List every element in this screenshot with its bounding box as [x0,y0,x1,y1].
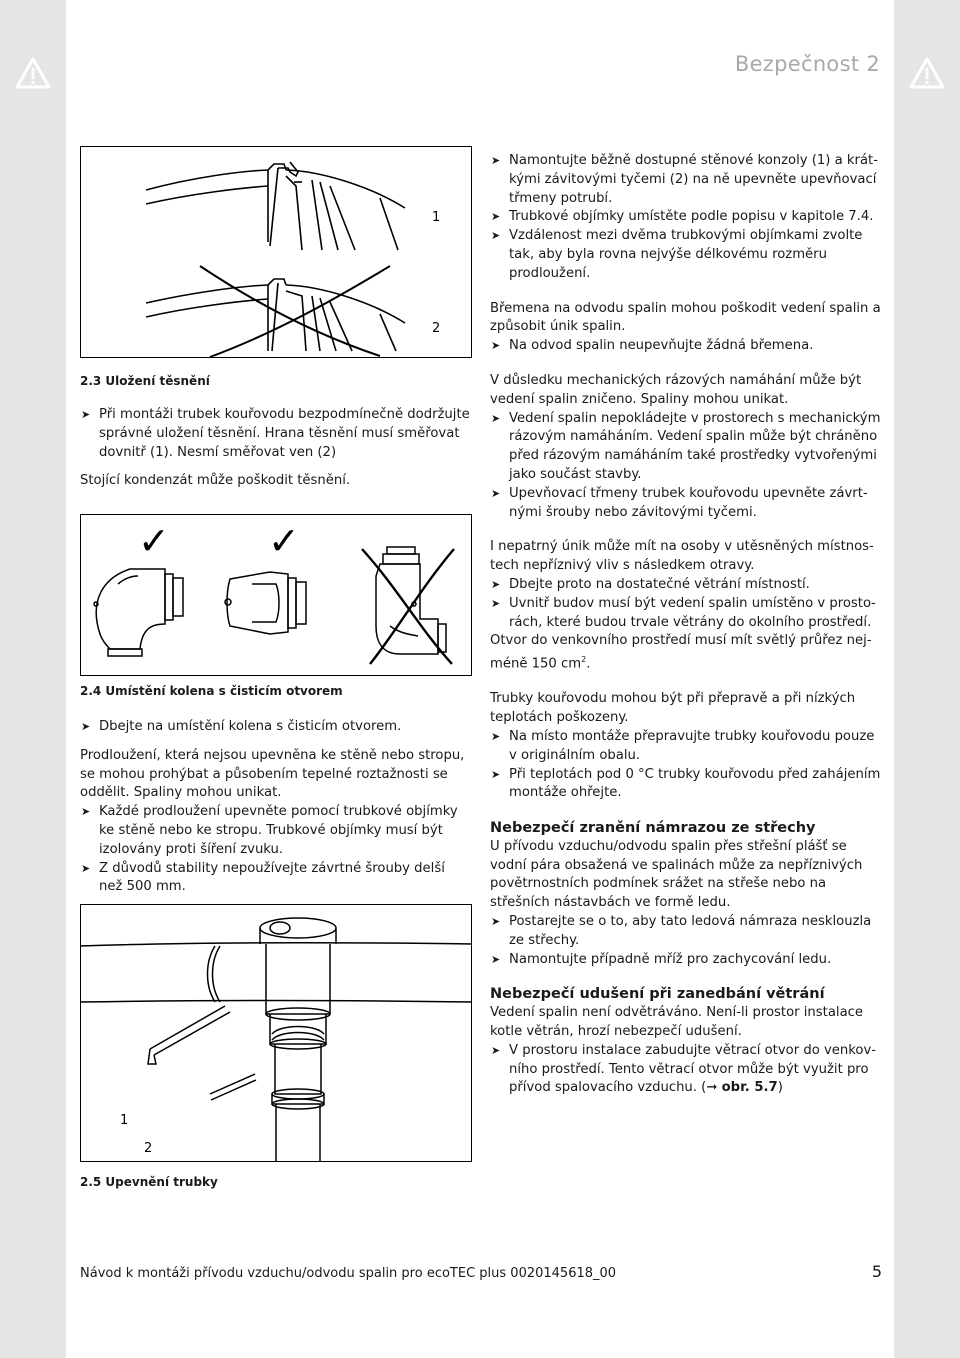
bullet: ➤ Na místo montáže přepravujte trubky kouřovodu pouze v originálním obalu. [490,728,884,766]
paragraph: V důsledku mechanických rázových namáhání může být vedení spalin zničeno. Spaliny mohou unikat. [490,372,862,407]
warning-triangle-icon [14,56,52,90]
bullet: ➤ Trubkové objímky umístěte podle popisu v kapitole 7.4. [490,208,884,227]
figure-label-2: 2 [432,321,441,336]
bullet: ➤ Z důvodů stability nepoužívejte závrtné šrouby delší než 500 mm. [80,860,472,898]
figure-caption-2-3: 2.3 Uložení těsnění [80,374,210,388]
page-header-title: Bezpečnost 2 [734,52,880,76]
figure-caption-2-4: 2.4 Umístění kolena s čisticím otvorem [80,684,343,698]
bullet: ➤ Namontujte případně mříž pro zachycování ledu. [490,951,884,970]
page-number: 5 [871,1262,882,1281]
figure-caption-2-5: 2.5 Upevnění trubky [80,1175,218,1189]
footer-text: Návod k montáži přívodu vzduchu/odvodu spalin pro ecoTEC plus 0020145618_00 [80,1266,617,1281]
bullet: ➤ Každé prodloužení upevněte pomocí trubkové objímky ke stěně nebo ke stropu. Trubkové objímky musí být izolovány proti šíření zvuku. [80,803,472,859]
bullet: ➤ Vzdálenost mezi dvěma trubkovými objímkami zvolte tak, aby byla rovna nejvýše délkovému rozměru prodloužení. [490,227,884,283]
bullet: ➤ Upevňovací třmeny trubek kouřovodu upevněte závrtnými šrouby nebo závitovými tyčemi. [490,485,884,523]
paragraph: I nepatrný únik může mít na osoby v utěsněných místnostech nepříznivý vliv s následkem otravy. [490,539,874,574]
paragraph: Otvor do venkovního prostředí musí mít světlý průřez nejméně 150 $cm^2$. [490,633,872,672]
bullet: ➤ Dbejte na umístění kolena s čisticím otvorem. [80,718,472,737]
bullet: ➤ Na odvod spalin neupevňujte žádná břemena. [490,337,884,356]
section-heading: Nebezpečí zranění námrazou ze střechy [490,820,816,837]
section-heading: Nebezpečí udušení při zanedbání větrání [490,986,825,1003]
bullet: ➤ Namontujte běžně dostupné stěnové konzoly (1) a krátkými závitovými tyčemi (2) na ně upevněte upevňovací třmeny potrubí. [490,152,884,208]
right-margin-bar [894,0,960,1358]
right-column-top [490,152,884,1098]
paragraph: Trubky kouřovodu mohou být při přepravě a při nízkých teplotách poškozeny. [490,691,856,726]
bullet: ➤ Dbejte proto na dostatečné větrání místností. [490,576,884,595]
check-icon: ✓ [138,519,170,563]
warning-triangle-icon [908,56,946,90]
figure-label-2: 2 [144,1141,153,1156]
check-icon: ✓ [268,519,300,563]
section-2-3-body [80,406,472,491]
bullet: ➤ Postarejte se o to, aby tato ledová námraza nesklouzla ze střechy. [490,913,884,951]
figure-label-1: 1 [432,210,441,225]
paragraph: Prodloužení, která nejsou upevněna ke stěně nebo stropu, se mohou prohýbat a působením tepelné roztažnosti se oddělit. Spaliny mohou unikat. [80,747,465,801]
section-2-4-body [80,718,472,897]
bullet: ➤ Uvnitř budov musí být vedení spalin umístěno v prostorách, které budou trvale větrány do okolního prostředí. [490,595,884,633]
paragraph: U přívodu vzduchu/odvodu spalin přes střešní plášť se vodní pára obsažená ve spalinách může za nepříznivých povětrnostních podmínek srážet na střeše nebo na střešních nástavbách ve formě ledu. [490,838,863,911]
figure-label-1: 1 [120,1113,129,1128]
left-margin-bar [0,0,66,1358]
paragraph: Vedení spalin není odvětráváno. Není-li prostor instalace kotle větrán, hrozí nebezpečí udušení. [490,1005,864,1040]
figure-pipe-fixing [80,904,472,1162]
figure-cleaning-elbow [80,514,472,676]
paragraph: Stojící kondenzát může poškodit těsnění. [80,473,351,489]
figure-gasket-orientation [80,146,472,358]
bullet: ➤ Při montáži trubek kouřovodu bezpodmínečně dodržujte správné uložení těsnění. Hrana těsnění musí směřovat dovnitř (1). Nesmí směřovat ven (2) [80,406,472,462]
paragraph: Břemena na odvodu spalin mohou poškodit vedení spalin a způsobit únik spalin. [490,300,881,335]
bullet: ➤ Vedení spalin nepokládejte v prostorech s mechanickým rázovým namáháním. Vedení spalin může být chráněno před rázovým namáháním také prostředky vytvořenými jako součást stavby. [490,410,884,485]
bullet: ➤ Při teplotách pod 0 °C trubky kouřovodu před zahájením montáže ohřejte. [490,766,884,804]
bullet: ➤ V prostoru instalace zabudujte větrací otvor do venkovního prostředí. Tento větrací otvor může být využit pro přívod spalovacího vzduchu. (➞ obr. 5.7) [490,1042,884,1098]
